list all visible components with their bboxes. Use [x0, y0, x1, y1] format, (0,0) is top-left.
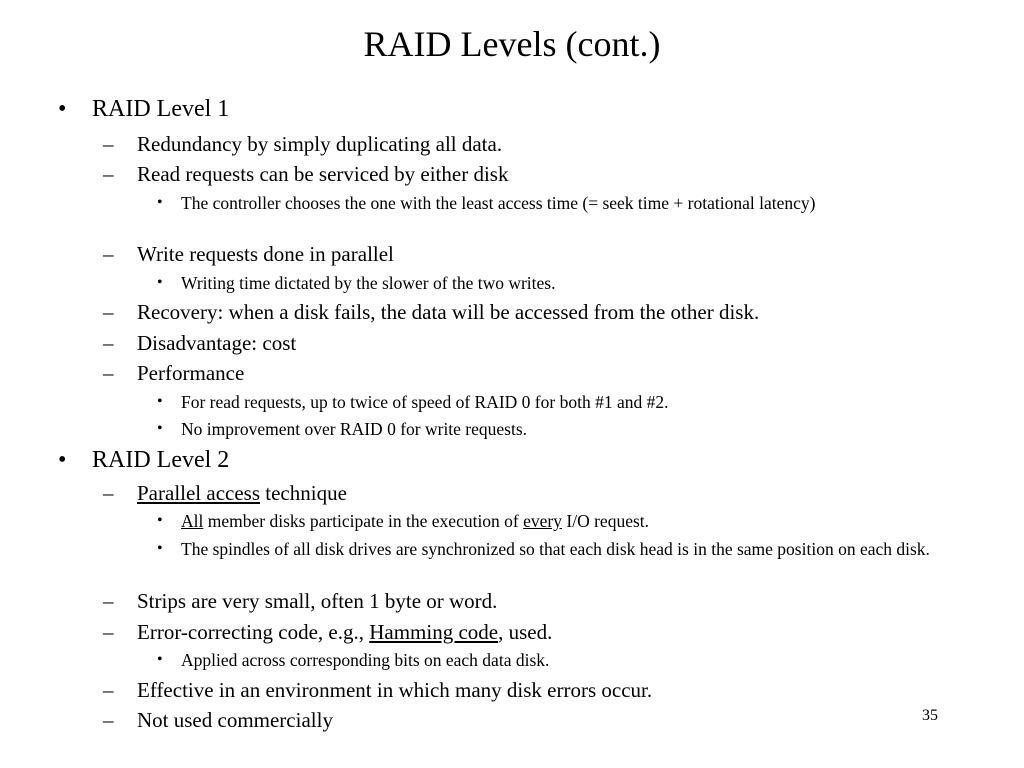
- ecc-end-text: , used.: [498, 620, 553, 644]
- dash-marker: –: [103, 132, 114, 156]
- raid2-applied: Applied across corresponding bits on each data disk.: [181, 650, 550, 670]
- page-number: 35: [922, 707, 938, 724]
- raid1-read-requests: Read requests can be serviced by either disk: [137, 162, 509, 186]
- dash-marker: –: [103, 589, 114, 613]
- bullet-marker: •: [58, 96, 67, 122]
- raid2-effective: Effective in an environment in which many disk errors occur.: [137, 678, 653, 702]
- raid2-strips: Strips are very small, often 1 byte or word.: [137, 589, 498, 613]
- raid2-parallel-access-line: [137, 479, 347, 507]
- raid1-redundancy: Redundancy by simply duplicating all data.: [137, 132, 503, 156]
- all-end-text: I/O request.: [562, 511, 650, 531]
- slide-title: RAID Levels (cont.): [363, 24, 661, 64]
- dash-marker: –: [103, 708, 114, 732]
- every-link[interactable]: every: [523, 511, 563, 531]
- dash-marker: –: [103, 331, 114, 355]
- all-mid-text: member disks participate in the execution of: [203, 511, 524, 531]
- bullet-marker: •: [58, 447, 67, 473]
- hamming-code-link[interactable]: Hamming code: [369, 620, 499, 644]
- raid1-controller-note: The controller chooses the one with the least access time (= seek time + rotational latency): [181, 193, 816, 213]
- dash-marker: –: [103, 678, 114, 702]
- small-bullet-marker: •: [157, 651, 163, 668]
- parallel-access-link[interactable]: Parallel access: [137, 481, 261, 505]
- small-bullet-marker: •: [157, 393, 163, 410]
- ecc-start-text: Error-correcting code, e.g.,: [137, 620, 370, 644]
- raid2-not-used: Not used commercially: [137, 708, 333, 732]
- raid1-write-requests: Write requests done in parallel: [137, 242, 394, 266]
- raid1-perf-read: For read requests, up to twice of speed of RAID 0 for both #1 and #2.: [181, 392, 669, 412]
- small-bullet-marker: •: [157, 540, 163, 557]
- raid2-heading: RAID Level 2: [92, 447, 230, 473]
- dash-marker: –: [103, 162, 114, 186]
- small-bullet-marker: •: [157, 420, 163, 437]
- dash-marker: –: [103, 481, 114, 505]
- raid1-recovery: Recovery: when a disk fails, the data will be accessed from the other disk.: [137, 300, 760, 324]
- raid1-writing-time: Writing time dictated by the slower of the two writes.: [181, 273, 556, 293]
- dash-marker: –: [103, 620, 114, 644]
- raid2-ecc-line: [137, 618, 552, 646]
- raid1-disadvantage: Disadvantage: cost: [137, 331, 297, 355]
- all-link[interactable]: All: [181, 511, 204, 531]
- dash-marker: –: [103, 361, 114, 385]
- parallel-access-rest: technique: [260, 481, 347, 505]
- dash-marker: –: [103, 242, 114, 266]
- dash-marker: –: [103, 300, 114, 324]
- small-bullet-marker: •: [157, 274, 163, 291]
- raid1-heading: RAID Level 1: [92, 96, 230, 122]
- raid1-performance: Performance: [137, 361, 245, 385]
- raid2-all-member-line: [181, 510, 971, 532]
- small-bullet-marker: •: [157, 194, 163, 211]
- small-bullet-marker: •: [157, 512, 163, 529]
- raid2-spindles: The spindles of all disk drives are synchronized so that each disk head is in the same position on each disk.: [181, 539, 930, 559]
- raid1-perf-write: No improvement over RAID 0 for write requests.: [181, 419, 528, 439]
